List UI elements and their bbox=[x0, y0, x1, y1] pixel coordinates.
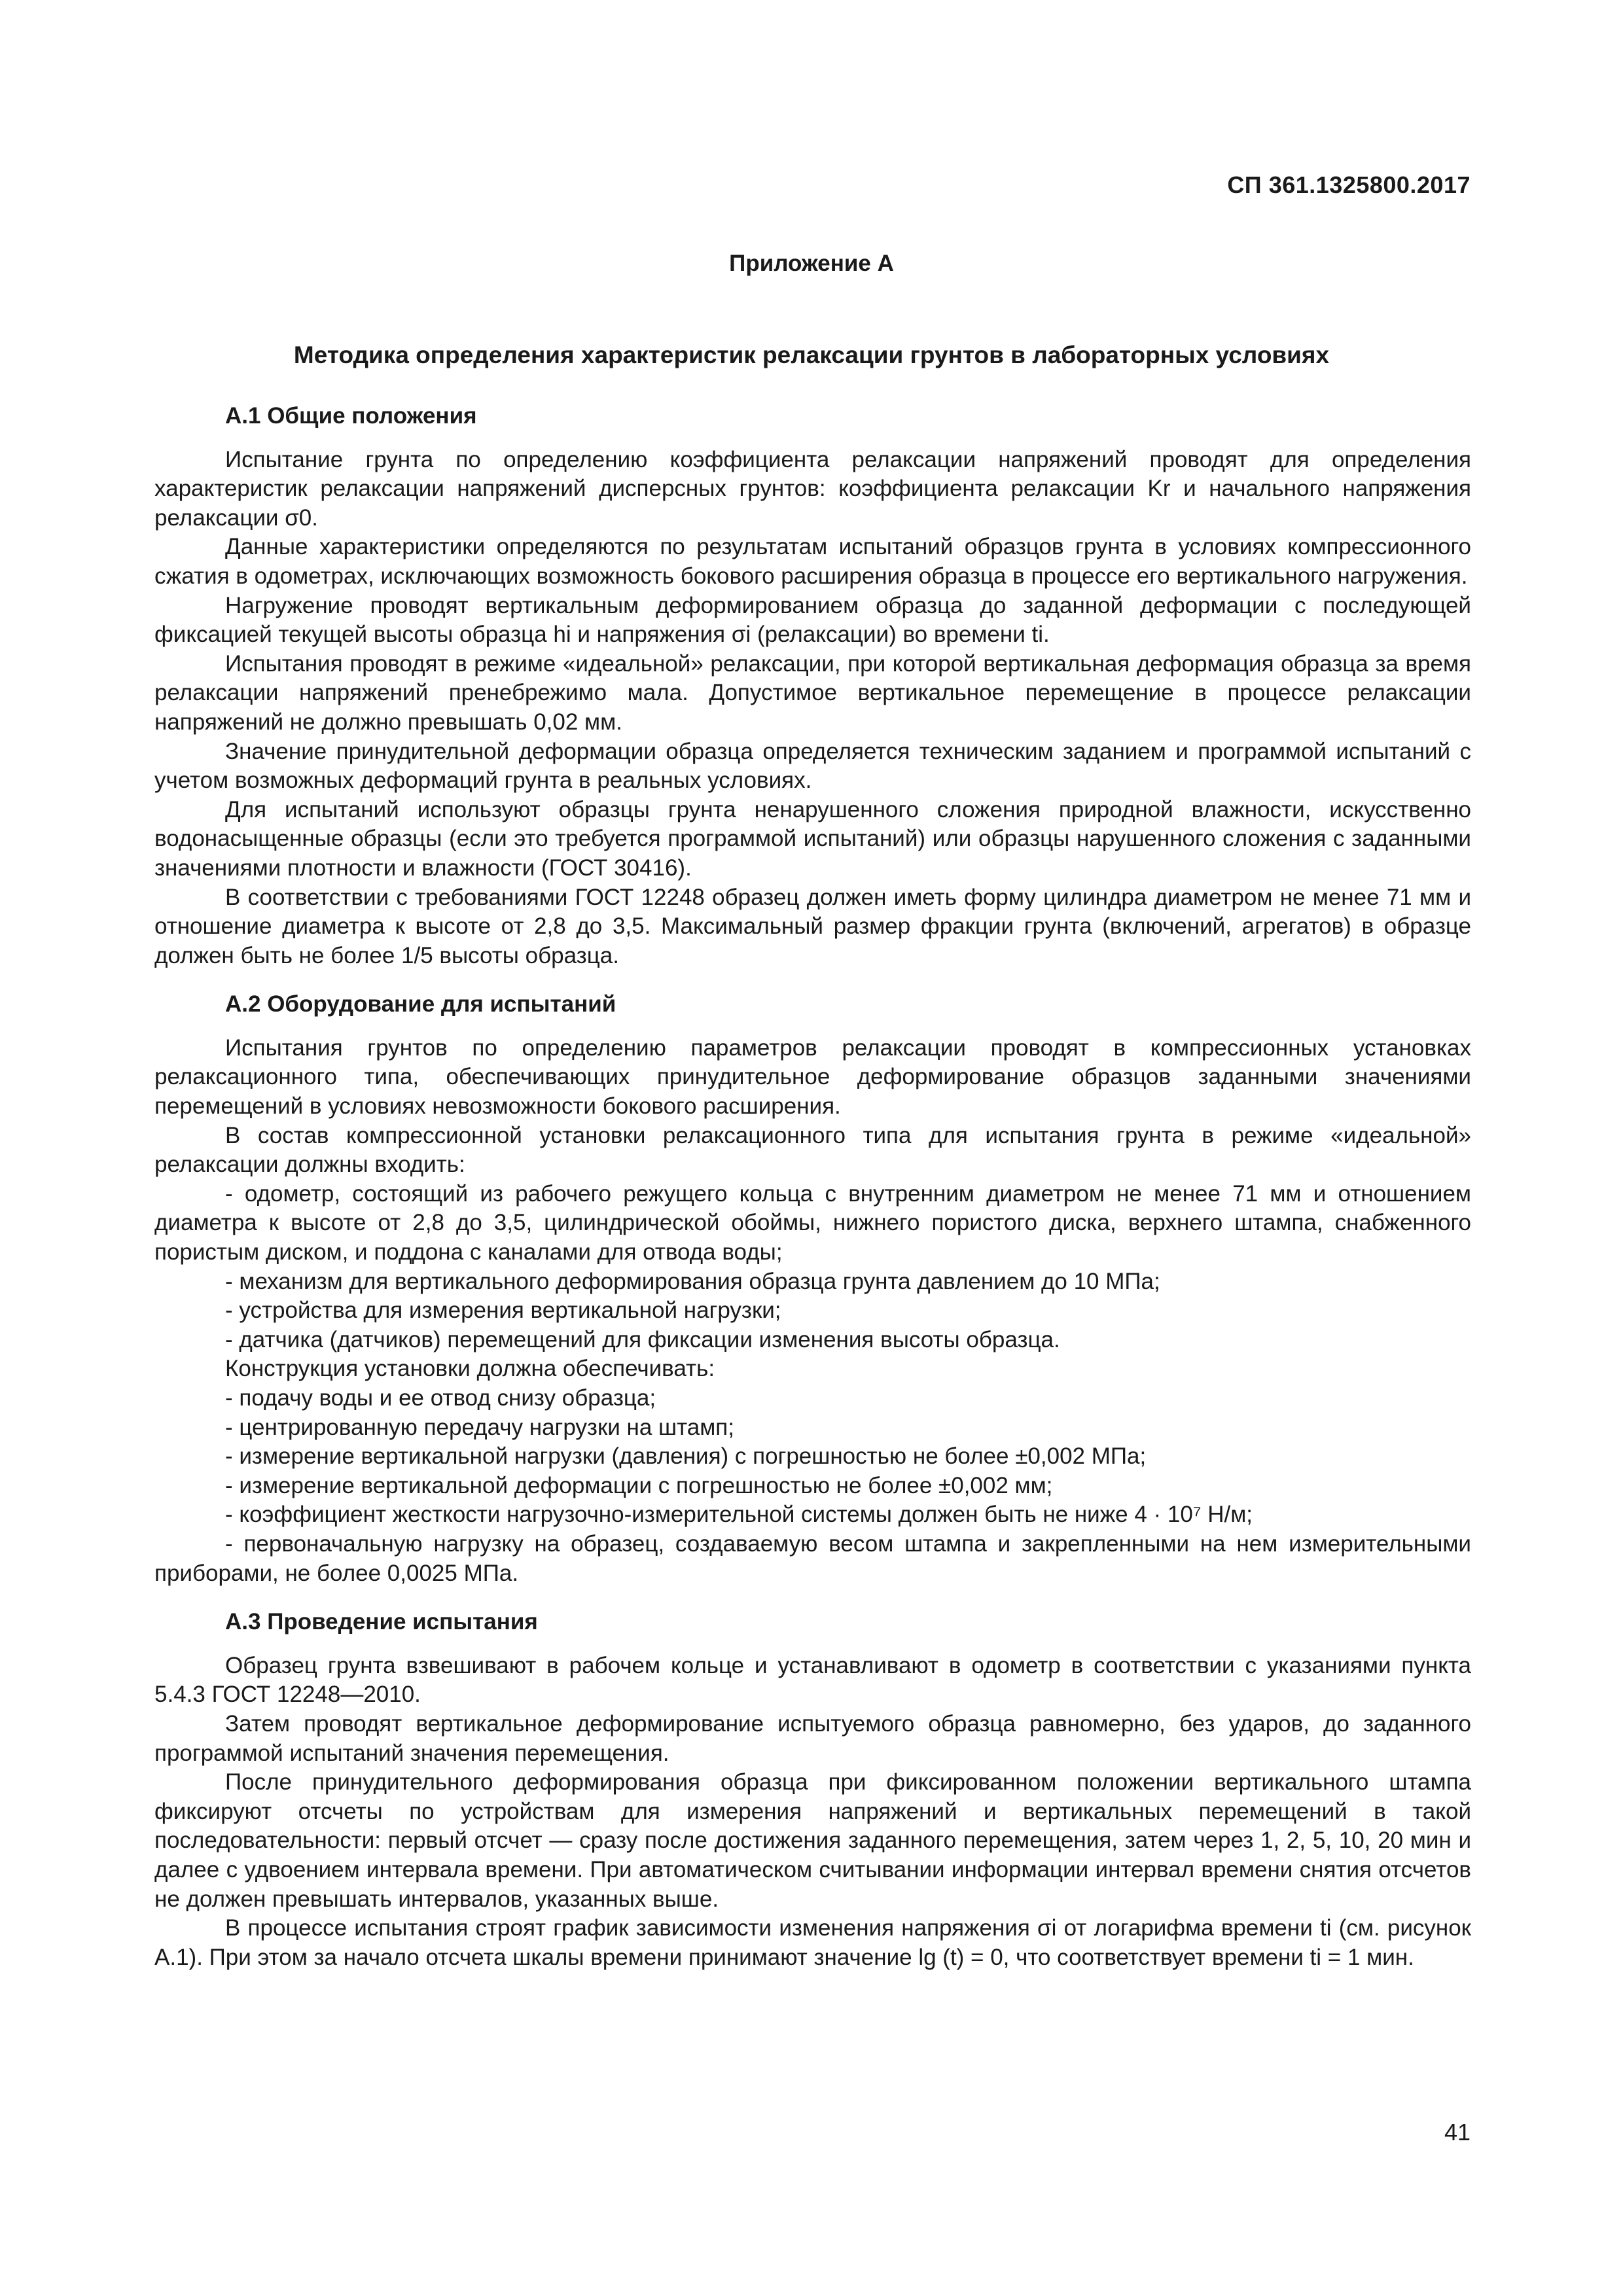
paragraph: В соответствии с требованиями ГОСТ 12248 образец должен иметь форму цилиндра диаметром не менее 71 мм и отношение диаметра к высоте от 2,8 до 3,5. Максимальный размер фракции грунта (включений, агрегатов) в образце должен быть не более 1/5 высоты образца. bbox=[154, 884, 1471, 968]
document-body bbox=[154, 402, 1471, 1972]
paragraph: Конструкция установки должна обеспечивать: bbox=[225, 1356, 715, 1382]
paragraph: Испытания грунтов по определению параметров релаксации проводят в компрессионных установках релаксационного типа, обеспечивающих принудительное деформирование образцов заданными значениями перемещений в условиях невозможности бокового расширения. bbox=[154, 1034, 1471, 1120]
list-item: - механизм для вертикального деформирования образца грунта давлением до 10 МПа; bbox=[225, 1268, 1160, 1294]
document-code: СП 361.1325800.2017 bbox=[1227, 171, 1471, 198]
list-item: - подачу воды и ее отвод снизу образца; bbox=[225, 1385, 656, 1411]
paragraph: Данные характеристики определяются по результатам испытаний образцов грунта в условиях компрессионного сжатия в одометрах, исключающих возможность бокового расширения образца в процессе его вертикального нагружения. bbox=[154, 534, 1471, 589]
list-item: - одометр, состоящий из рабочего режущего кольца с внутренним диаметром не менее 71 мм и отношением диаметра к высоте от 2,8 до 3,5, цилиндрической обоймы, нижнего пористого диска, верхнего штампа, снабженного пористым диском, и поддона с каналами для отвода воды; bbox=[154, 1180, 1471, 1265]
section-title-a3: А.3 Проведение испытания bbox=[225, 1609, 538, 1635]
list-item: - первоначальную нагрузку на образец, создаваемую весом штампа и закрепленными на нем измерительными приборами, не более 0,0025 МПа. bbox=[154, 1530, 1471, 1586]
section-title-a2: А.2 Оборудование для испытаний bbox=[225, 991, 616, 1017]
paragraph: Испытание грунта по определению коэффициента релаксации напряжений проводят для определения характеристик релаксации напряжений дисперсных грунтов: коэффициента релаксации Kr и начального напряжения релаксации σ0. bbox=[154, 446, 1471, 531]
paragraph: Нагружение проводят вертикальным деформированием образца до заданной деформации с последующей фиксацией текущей высоты образца hi и напряжения σi (релаксации) во времени ti. bbox=[154, 592, 1471, 648]
paragraph: Для испытаний используют образцы грунта ненарушенного сложения природной влажности, искусственно водонасыщенные образцы (если это требуется программой испытаний) или образцы нарушенного сложения с заданными значениями плотности и влажности (ГОСТ 30416). bbox=[154, 796, 1471, 881]
paragraph: В процессе испытания строят график зависимости изменения напряжения σi от логарифма времени ti (см. рисунок А.1). При этом за начало отсчета шкалы времени принимают значение lg (t) = 0, что соответствует времени ti = 1 мин. bbox=[154, 1915, 1471, 1970]
page-number: 41 bbox=[1444, 2119, 1471, 2146]
list-item: - устройства для измерения вертикальной нагрузки; bbox=[225, 1298, 781, 1324]
appendix-title: Методика определения характеристик релаксации грунтов в лабораторных условиях bbox=[293, 342, 1330, 368]
list-item: - измерение вертикальной нагрузки (давления) с погрешностью не более ±0,002 МПа; bbox=[225, 1443, 1147, 1470]
section-title-a1: А.1 Общие положения bbox=[225, 403, 477, 429]
paragraph: Значение принудительной деформации образца определяется техническим заданием и программой испытаний с учетом возможных деформаций грунта в реальных условиях. bbox=[154, 738, 1471, 794]
list-item: - измерение вертикальной деформации с погрешностью не более ±0,002 мм; bbox=[225, 1472, 1053, 1498]
appendix-label: Приложение А bbox=[729, 251, 894, 276]
paragraph: Затем проводят вертикальное деформирование испытуемого образца равномерно, без ударов, до заданного программой испытаний значения перемещения. bbox=[154, 1710, 1471, 1766]
paragraph: После принудительного деформирования образца при фиксированном положении вертикального штампа фиксируют отсчеты по устройствам для измерения напряжений и вертикальных перемещений в такой последовательности: первый отсчет — сразу после достижения заданного перемещения, затем через 1, 2, 5, 10, 20 мин и далее с удвоением интервала времени. При автоматическом считывании информации интервал времени снятия отсчетов не должен превышать интервалов, указанных выше. bbox=[154, 1769, 1471, 1912]
paragraph: Образец грунта взвешивают в рабочем кольце и устанавливают в одометр в соответствии с указаниями пункта 5.4.3 ГОСТ 12248—2010. bbox=[154, 1652, 1471, 1708]
list-item: - центрированную передачу нагрузки на штамп; bbox=[225, 1414, 734, 1440]
paragraph: Испытания проводят в режиме «идеальной» релаксации, при которой вертикальная деформация образца за время релаксации напряжений пренебрежимо мала. Допустимое вертикальное перемещение в процессе релаксации напряжений не должно превышать 0,02 мм. bbox=[154, 650, 1471, 735]
list-item: - коэффициент жесткости нагрузочно-измерительной системы должен быть не ниже 4 · 10⁷ Н/м; bbox=[225, 1502, 1253, 1528]
list-item: - датчика (датчиков) перемещений для фиксации изменения высоты образца. bbox=[225, 1326, 1060, 1352]
paragraph: В состав компрессионной установки релаксационного типа для испытания грунта в режиме «идеальной» релаксации должны входить: bbox=[154, 1122, 1471, 1178]
